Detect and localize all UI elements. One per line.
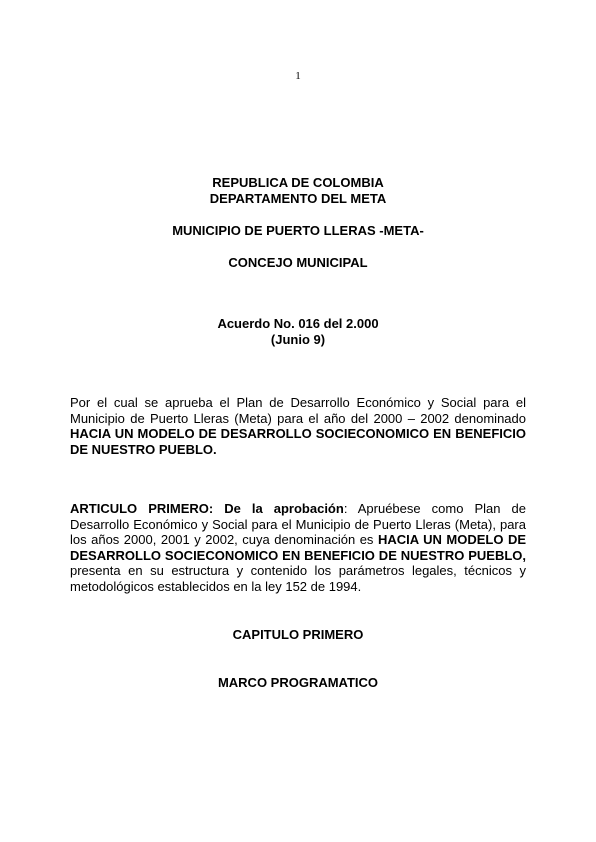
agreement-date: (Junio 9) [270,332,326,347]
preamble-plan-name: HACIA UN MODELO DE DESARROLLO SOCIECONOMICO EN BENEFICIO DE NUESTRO PUEBLO. [70,426,526,457]
page-number: 1 [295,70,301,82]
article-first-text-2: presenta en su estructura y contenido los parámetros legales, técnicos y metodológicos establecidos en la ley 152 de 1994. [70,563,526,594]
header-line-2: DEPARTAMENTO DEL META [209,191,387,206]
preamble-paragraph [70,395,526,457]
article-first-paragraph [70,501,526,594]
agreement-number: Acuerdo No. 016 del 2.000 [217,316,379,331]
chapter-subtitle: MARCO PROGRAMATICO [217,675,379,690]
header-line-1: REPUBLICA DE COLOMBIA [212,175,384,190]
chapter-title: CAPITULO PRIMERO [232,627,364,642]
agreement-block [0,316,596,348]
article-first-plan-name: HACIA UN MODELO DE DESARROLLO SOCIECONOMICO EN BENEFICIO DE NUESTRO PUEBLO, [70,532,527,563]
preamble-text: Por el cual se aprueba el Plan de Desarrollo Económico y Social para el Municipio de Puerto Lleras (Meta) para el año del 2000 – 2002 denominado [70,395,526,426]
article-first-heading: ARTICULO PRIMERO: De la aprobación [70,501,344,516]
header-country [0,175,596,207]
header-municipality: MUNICIPIO DE PUERTO LLERAS -META- [172,223,424,238]
article-first-text-1: : Apruébese como Plan de Desarrollo Económico y Social para el Municipio de Puerto Lleras (Meta), para los años 2000, 2001 y 2002, cuya denominación es [70,501,526,547]
header-council: CONCEJO MUNICIPAL [228,255,368,270]
